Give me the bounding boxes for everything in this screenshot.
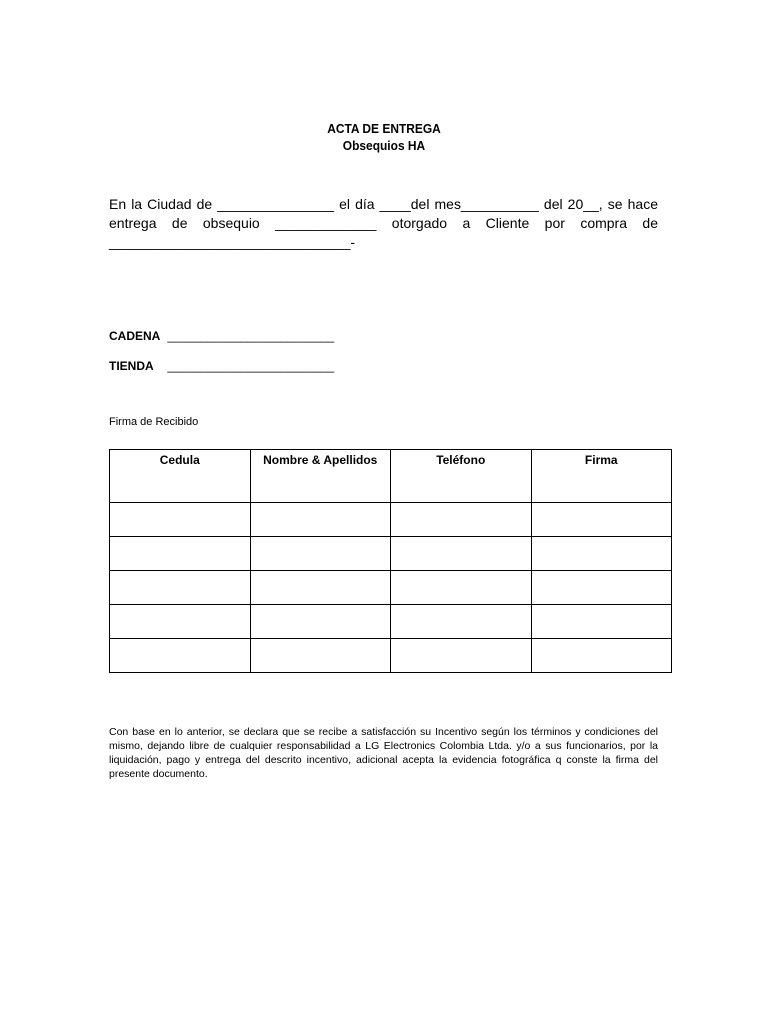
table-cell[interactable] xyxy=(391,639,532,673)
table-row xyxy=(110,537,672,571)
signature-table xyxy=(109,449,672,673)
document-subtitle: Obsequios HA xyxy=(342,138,426,153)
cadena-label: CADENA xyxy=(109,329,161,343)
table-cell[interactable] xyxy=(391,605,532,639)
table-cell[interactable] xyxy=(250,639,391,673)
header-firma: Firma xyxy=(531,450,672,503)
signature-label: Firma de Recibido xyxy=(109,416,199,428)
table-cell[interactable] xyxy=(391,571,532,605)
table-cell[interactable] xyxy=(531,537,672,571)
tienda-field xyxy=(109,359,334,373)
table-cell[interactable] xyxy=(531,571,672,605)
cadena-blank: _________________________ xyxy=(167,329,335,343)
table-cell[interactable] xyxy=(531,605,672,639)
table-cell[interactable] xyxy=(391,537,532,571)
table-cell[interactable] xyxy=(110,503,251,537)
table-cell[interactable] xyxy=(391,503,532,537)
footer-declaration: Con base en lo anterior, se declara que se recibe a satisfacción su Incentivo según los términos y condiciones del mismo, dejando libre de cualquier responsabilidad a LG Electronics Colombia Ltda. y/o a sus funcionarios, por la liquidación, pago y entrega del descrito incentivo, adicional acepta la evidencia fotográfica q conste la firma del presente documento. xyxy=(109,726,658,780)
table-row xyxy=(110,503,672,537)
header-nombre-apellidos: Nombre & Apellidos xyxy=(250,450,391,503)
table-row xyxy=(110,605,672,639)
table-cell[interactable] xyxy=(250,605,391,639)
table-cell[interactable] xyxy=(250,571,391,605)
table-cell[interactable] xyxy=(110,639,251,673)
tienda-blank: _________________________ xyxy=(167,359,335,373)
header-telefono: Teléfono xyxy=(391,450,532,503)
intro-line: entrega de obsequio _____________ otorgado a Cliente por compra de xyxy=(109,215,658,231)
table-cell[interactable] xyxy=(531,503,672,537)
table-cell[interactable] xyxy=(250,537,391,571)
table-header-row xyxy=(110,450,672,503)
header-cedula: Cedula xyxy=(110,450,251,503)
table-cell[interactable] xyxy=(110,605,251,639)
intro-line: En la Ciudad de _______________ el día ____del mes__________ del 20__, se hace xyxy=(109,196,658,212)
cadena-field xyxy=(109,329,334,343)
intro-paragraph xyxy=(109,195,658,252)
tienda-label: TIENDA xyxy=(109,359,154,373)
table-cell[interactable] xyxy=(110,537,251,571)
table-row xyxy=(110,639,672,673)
document-title: ACTA DE ENTREGA xyxy=(327,121,441,136)
table-row xyxy=(110,571,672,605)
table-cell[interactable] xyxy=(110,571,251,605)
intro-line: _______________________________- xyxy=(109,234,356,250)
table-cell[interactable] xyxy=(250,503,391,537)
table-cell[interactable] xyxy=(531,639,672,673)
